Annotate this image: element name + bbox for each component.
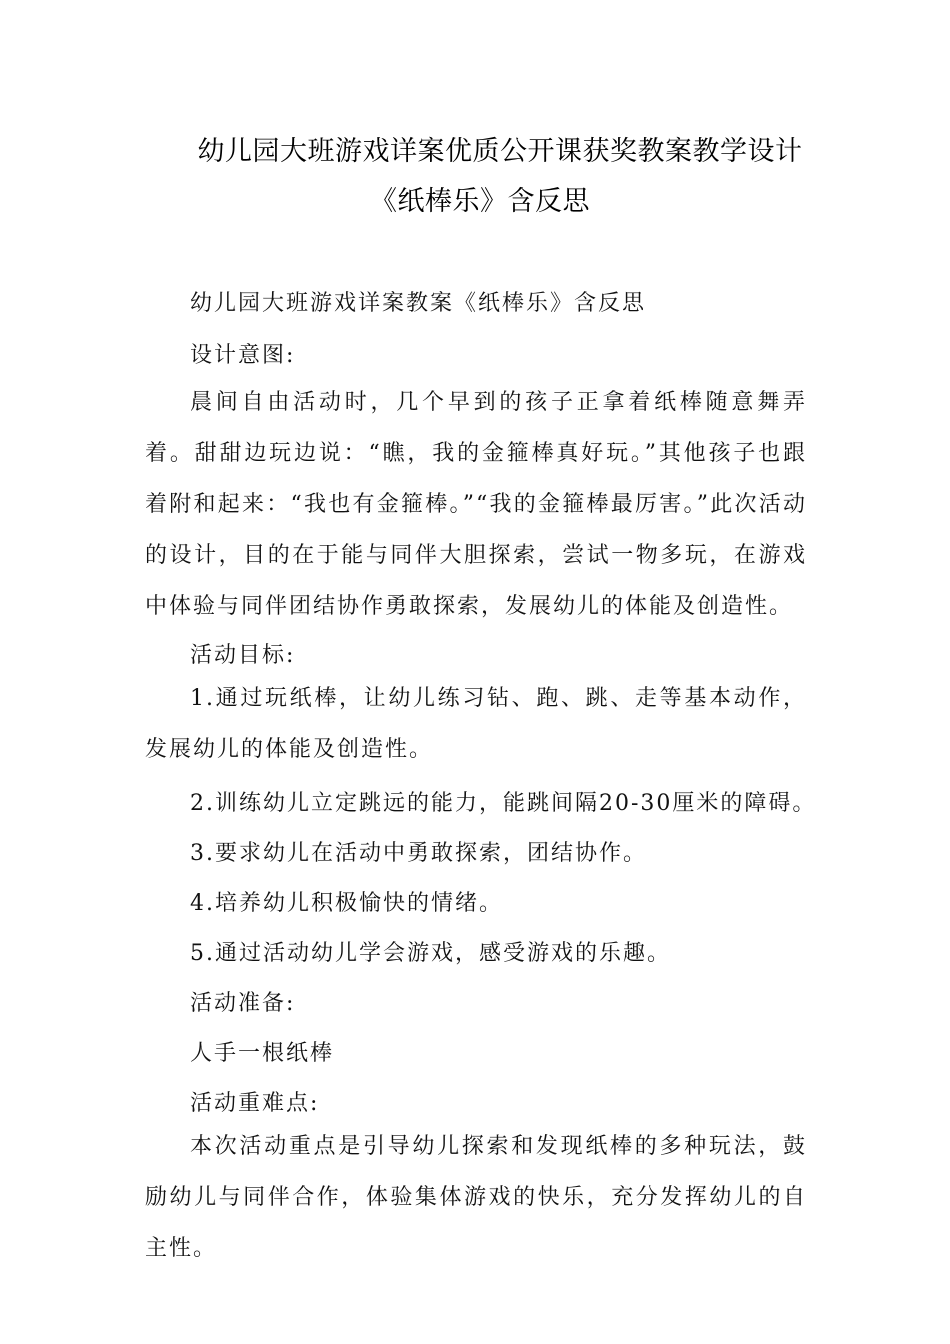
activity-goal-item-5: 5.通过活动幼儿学会游戏，感受游戏的乐趣。 <box>190 941 671 966</box>
activity-preparation-text: 人手一根纸棒 <box>190 1041 335 1066</box>
design-intent-heading: 设计意图: <box>190 343 296 368</box>
design-intent-paragraph: 晨间自由活动时，几个早到的孩子正拿着纸棒随意舞弄着。甜甜边玩边说：“瞧，我的金箍棒真好玩。”其他孩子也跟着附和起来：“我也有金箍棒。”“我的金箍棒最厉害。”此次活动的设计，目的在于能与同伴大胆探索，尝试一物多玩，在游戏中体验与同伴团结协作勇敢探索，发展幼儿的体能及创造性。 <box>145 390 807 619</box>
document-title-line-1: 幼儿园大班游戏详案优质公开课获奖教案教学设计 <box>197 136 803 167</box>
document-subtitle: 幼儿园大班游戏详案教案《纸棒乐》含反思 <box>190 291 647 316</box>
activity-preparation-heading: 活动准备: <box>190 991 296 1016</box>
activity-goals-heading: 活动目标: <box>190 643 296 668</box>
activity-goal-item-1: 1.通过玩纸棒，让幼儿练习钻、跑、跳、走等基本动作，发展幼儿的体能及创造性。 <box>145 686 807 762</box>
activity-goal-item-3: 3.要求幼儿在活动中勇敢探索，团结协作。 <box>190 841 647 866</box>
activity-goal-item-2: 2.训练幼儿立定跳远的能力，能跳间隔20-30厘米的障碍。 <box>190 791 817 816</box>
document-title-line-2: 《纸棒乐》含反思 <box>370 186 590 217</box>
key-difficulties-paragraph: 本次活动重点是引导幼儿探索和发现纸棒的多种玩法，鼓励幼儿与同伴合作，体验集体游戏的快乐，充分发挥幼儿的自主性。 <box>145 1134 807 1261</box>
key-difficulties-heading: 活动重难点: <box>190 1091 320 1116</box>
activity-goal-item-4: 4.培养幼儿积极愉快的情绪。 <box>190 891 503 916</box>
